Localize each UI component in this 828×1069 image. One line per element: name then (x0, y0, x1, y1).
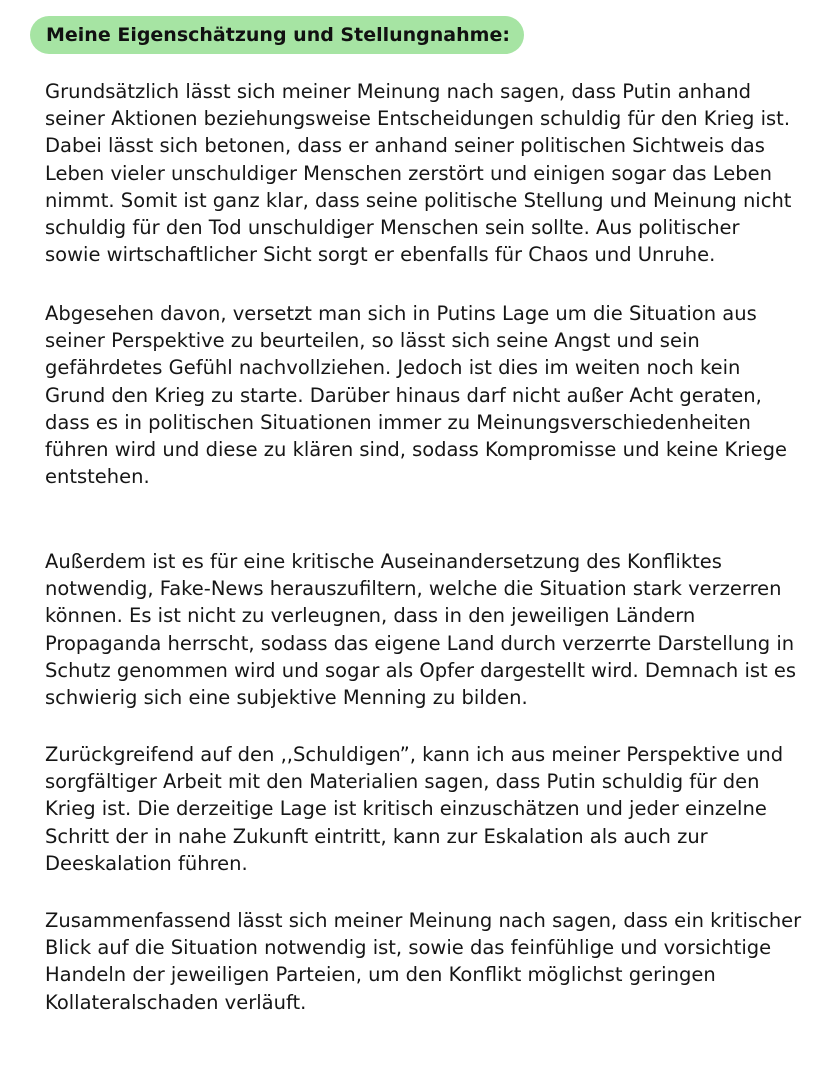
text-line: sowie wirtschaftlicher Sicht sorgt er ebenfalls für Chaos und Unruhe. (45, 243, 716, 267)
text-line: seiner Perspektive zu beurteilen, so lässt sich seine Angst und sein (45, 329, 700, 353)
text-line: sorgfältiger Arbeit mit den Materialien sagen, dass Putin schuldig für den (45, 770, 760, 794)
text-line: können. Es ist nicht zu verleugnen, dass in den jeweiligen Ländern (45, 604, 696, 628)
text-line: Zurückgreifend auf den ,,Schuldigen”, kann ich aus meiner Perspektive und (45, 743, 784, 766)
text-line: gefährdetes Gefühl nachvollziehen. Jedoch ist dies im weiten noch kein (45, 356, 741, 380)
text-line: Kollateralschaden verläuft. (45, 990, 307, 1014)
text-line: führen wird und diese zu klären sind, sodass Kompromisse und keine Kriege (45, 438, 788, 462)
text-line: Grundsätzlich lässt sich meiner Meinung nach sagen, dass Putin anhand (45, 80, 752, 103)
paragraph-guilt (45, 741, 805, 877)
text-line: Blick auf die Situation notwendig ist, sowie das feinfühlige und vorsichtige (45, 936, 772, 960)
text-line: Propaganda herrscht, sodass das eigene Land durch verzerrte Darstellung in (45, 631, 795, 655)
text-line: Grund den Krieg zu starte. Darüber hinaus darf nicht außer Acht geraten, (45, 383, 762, 407)
text-line: Krieg ist. Die derzeitige Lage ist kritisch einzuschätzen und jeder einzelne (45, 797, 767, 821)
text-line: Zusammenfassend lässt sich meiner Meinung nach sagen, dass ein kritischer (45, 909, 802, 932)
section-heading: Meine Eigenschätzung und Stellungnahme: (30, 16, 524, 54)
text-line: Außerdem ist es für eine kritische Auseinandersetzung des Konfliktes (45, 550, 722, 573)
text-line: schwierig sich eine subjektive Menning zu bilden. (45, 686, 528, 710)
text-line: nimmt. Somit ist ganz klar, dass seine politische Stellung und Meinung nicht (45, 188, 792, 212)
text-line: Deeskalation führen. (45, 851, 248, 875)
text-line: dass es in politischen Situationen immer zu Meinungsverschiedenheiten (45, 410, 751, 434)
text-line: seiner Aktionen beziehungsweise Entscheidungen schuldig für den Krieg ist. (45, 107, 791, 131)
text-line: entstehen. (45, 465, 150, 489)
text-line: schuldig für den Tod unschuldiger Menschen sein sollte. Aus politischer (45, 216, 740, 240)
text-line: Leben vieler unschuldiger Menschen zerstört und einigen sogar das Leben (45, 161, 772, 185)
text-line: Schutz genommen wird und sogar als Opfer dargestellt wird. Demnach ist es (45, 658, 797, 682)
text-line: Handeln der jeweiligen Parteien, um den Konflikt möglichst geringen (45, 963, 716, 987)
text-line: Schritt der in nahe Zukunft eintritt, kann zur Eskalation als auch zur (45, 824, 708, 848)
paragraph-summary (45, 907, 805, 1016)
paragraph-perspective (45, 300, 805, 490)
paragraph-assessment (45, 78, 805, 268)
text-line: Abgesehen davon, versetzt man sich in Putins Lage um die Situation aus (45, 302, 757, 325)
text-line: notwendig, Fake-News herauszufiltern, welche die Situation stark verzerren (45, 577, 782, 601)
text-line: Dabei lässt sich betonen, dass er anhand seiner politischen Sichtweis das (45, 134, 765, 158)
paragraph-fake-news (45, 548, 805, 711)
